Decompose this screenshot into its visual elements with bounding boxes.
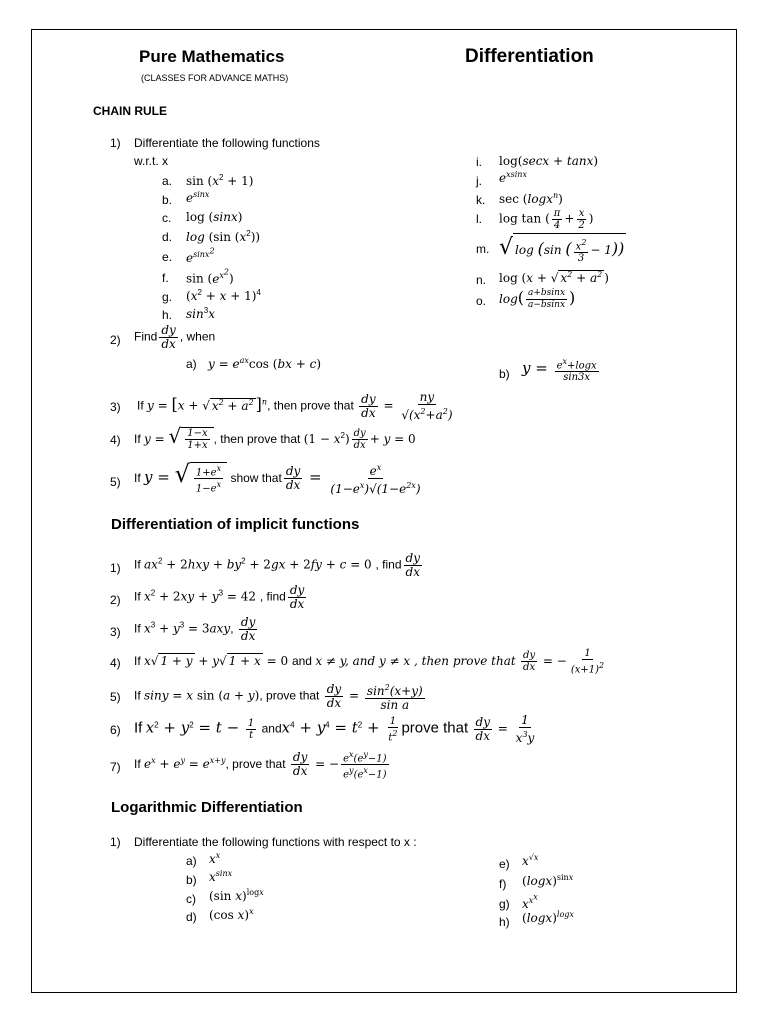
item-expr: $x^{√x}$ [522, 853, 539, 868]
log-q1-number: 1) [110, 835, 121, 849]
q4-number: 4) [110, 433, 121, 447]
item-label: a) [186, 854, 197, 868]
log-q1-text: Differentiate the following functions with respect to x : [134, 835, 417, 849]
item-label: c) [186, 892, 196, 906]
topic-title: Differentiation [465, 46, 594, 67]
implicit-q7: If $e^x + e^y = e^{x+y}$, prove that $\frac{dy}{dx}$ = − $\frac{e^x(e^y-1)}{e^y(e^x-1)}$ [134, 750, 387, 781]
page-subtitle: (CLASSES FOR ADVANCE MATHS) [141, 73, 289, 83]
q4-expr: If y = √ $\frac{1-x}{1+x}$ , then prove that $(1 - x^2)$ $\frac{dy}{dx}$ + y = 0 [134, 424, 416, 452]
item-expr: (cos x)$^x$ [209, 907, 254, 922]
implicit-q6-number: 6) [110, 723, 121, 737]
item-label: e) [499, 857, 510, 871]
item-label: m. [476, 242, 490, 256]
item-expr: $e^{xsinx}$ [499, 170, 527, 185]
q2a-expr: $y = e^{ax}\cos$ (bx + c) [208, 356, 322, 371]
item-expr: log(secx + tanx) [499, 154, 599, 168]
implicit-q5-number: 5) [110, 690, 121, 704]
item-expr: log (sin $(x^2)$) [186, 229, 261, 244]
q5-number: 5) [110, 475, 121, 489]
implicit-q1: If $ax^2 + 2hxy + by^2 + 2gx + 2fy + c = 0$ , find $\frac{dy}{dx}$ [134, 551, 420, 579]
implicit-q7-number: 7) [110, 760, 121, 774]
item-expr: $x^x$ [209, 851, 221, 866]
implicit-q2-number: 2) [110, 593, 121, 607]
q2-text: Find $\frac{dy}{dx}$ , when [134, 323, 216, 351]
logarithmic-heading: Logarithmic Differentiation [111, 799, 303, 816]
q2a-label: a) [186, 357, 197, 371]
item-label: h. [162, 308, 173, 322]
item-expr: $(x^2 + x + 1)^4$ [186, 288, 261, 303]
item-expr: √ log (sin ( $\frac{x^2}{3}$ − 1)) [499, 233, 626, 264]
item-expr: $\sin (e^{x^2})$ [186, 267, 234, 286]
item-label: d) [186, 910, 197, 924]
implicit-q2: If $x^2 + 2xy + y^3 = 42$ , find $\frac{dy}{dx}$ [134, 583, 305, 611]
implicit-q1-number: 1) [110, 561, 121, 575]
page-title: Pure Mathematics [139, 47, 285, 66]
item-label: o. [476, 294, 487, 308]
q2b-expr: y = $\frac{e^x+\log x}{\sin 3x}$ [522, 357, 597, 384]
item-expr: log( $\frac{a+bsinx}{a-bsinx}$ ) [499, 288, 576, 311]
item-expr: log tan ( $\frac{\pi}{4}$ + $\frac{x}{2}$ ) [499, 208, 594, 231]
item-label: g. [162, 290, 173, 304]
q3-number: 3) [110, 400, 121, 414]
item-label: b) [186, 873, 197, 887]
q1-number: 1) [110, 136, 121, 150]
item-label: f. [162, 271, 169, 285]
item-expr: $e^{sinx^2}$ [186, 246, 215, 265]
q2-number: 2) [110, 333, 121, 347]
item-label: d. [162, 230, 173, 244]
item-expr: $(\log x)^{logx}$ [522, 910, 574, 925]
implicit-q5: If siny = x sin (a + y), prove that $\frac{dy}{dx}$ = $\frac{\sin^2(x+y)}{\text{sin a}}$ [134, 682, 423, 712]
item-label: l. [476, 212, 482, 226]
item-expr: $(\log x)^{sinx}$ [522, 873, 574, 888]
implicit-q6: If $x^2 + y^2 = t$ − $\frac{1}{t}$ andx$^4$ + $y^4 = t^2$ + $\frac{1}{t^2}$ prove that $\frac{dy}{dx}$ = $\frac{1}{x^3y}$ [134, 713, 535, 745]
implicit-q4-number: 4) [110, 656, 121, 670]
item-label: e. [162, 250, 173, 264]
implicit-q3-number: 3) [110, 625, 121, 639]
q5-expr: If y = √ $\frac{1+e^x}{1-e^x}$ show that $\frac{dy}{dx}$ = $\frac{e^x}{(1-e^x)√(1-e^{2x})}$ [134, 460, 421, 497]
item-label: c. [162, 211, 172, 225]
item-label: g) [499, 897, 510, 911]
item-label: i. [476, 155, 482, 169]
implicit-heading: Differentiation of implicit functions [111, 516, 360, 533]
item-label: h) [499, 915, 510, 929]
item-expr: log (sinx) [186, 210, 243, 224]
item-label: j. [476, 174, 482, 188]
item-label: b. [162, 193, 173, 207]
item-label: n. [476, 273, 487, 287]
item-label: a. [162, 174, 173, 188]
implicit-q4: If x√ 1 + y + y√ 1 + x = 0 and x ≠ y, and y ≠ x , then prove that $\frac{dy}{dx}$ = − $\frac{1}{(x+1)^2}$ [134, 648, 605, 676]
item-expr: log (x + √ $x^2 + a^2$ ) [499, 270, 609, 285]
item-expr: (sin x)$^{logx}$ [209, 888, 264, 903]
item-expr: $x^{sinx}$ [209, 869, 233, 884]
implicit-q3: If $x^3 + y^3 = 3axy$, $\frac{dy}{dx}$ [134, 615, 256, 643]
q1-text-2: w.r.t. x [134, 154, 169, 168]
item-expr: $\sin^3x$ [186, 306, 215, 321]
q1-text: Differentiate the following functions [134, 136, 320, 150]
item-expr: $\sin (x^2 + 1)$ [186, 173, 254, 188]
item-expr: sec (logx$^n$) [499, 191, 563, 206]
q2b-label: b) [499, 367, 510, 381]
item-label: f) [499, 877, 507, 891]
item-label: k. [476, 193, 486, 207]
q3-expr: If y = [x + √ $x^2 + a^2$ ]$^n$, then prove that $\frac{dy}{dx}$ = $\frac{ny}{√(x^2+a^2)}$ [137, 390, 453, 422]
chain-rule-heading: CHAIN RULE [93, 104, 167, 118]
item-expr: $e^{sinx}$ [186, 190, 210, 205]
item-expr: $x^{x^x}$ [522, 892, 538, 911]
